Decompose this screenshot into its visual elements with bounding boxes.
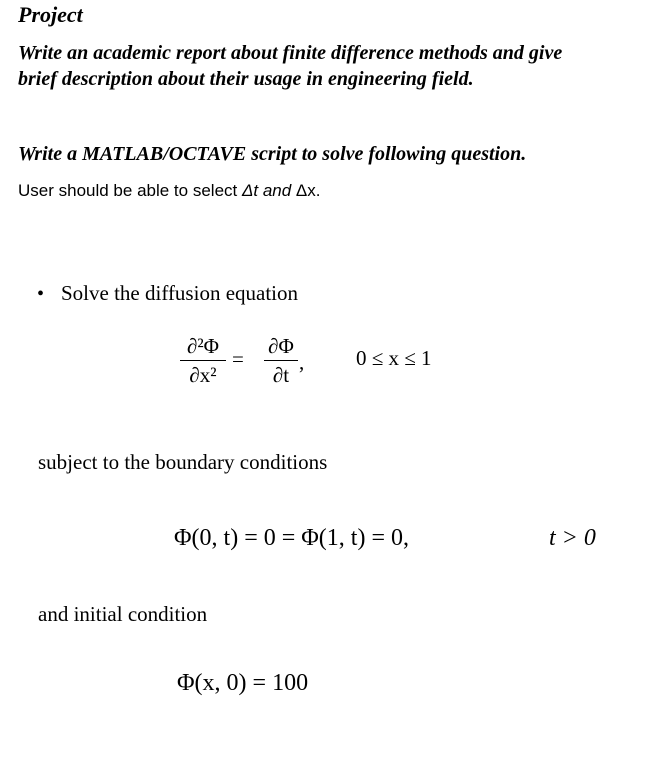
intro-line-1: Write an academic report about finite difference methods and give: [18, 42, 563, 64]
initial-label: and initial condition: [38, 602, 208, 626]
boundary-label: subject to the boundary conditions: [38, 450, 328, 474]
intro-line-2: brief description about their usage in engineering field.: [18, 68, 474, 90]
equation-domain: 0 ≤ x ≤ 1: [356, 346, 432, 370]
rhs-fraction-bar: [264, 360, 298, 361]
rhs-denominator: ∂t: [272, 363, 290, 387]
note-prefix: User should be able to select: [18, 181, 242, 200]
bullet-text: Solve the diffusion equation: [61, 281, 298, 305]
bullet-icon: •: [37, 283, 45, 305]
page-title: Project: [18, 2, 83, 27]
boundary-equation: Φ(0, t) = 0 = Φ(1, t) = 0,: [174, 525, 409, 551]
lhs-fraction: [180, 333, 226, 388]
equation-comma: ,: [299, 350, 305, 374]
lhs-numerator: ∂²Φ: [186, 334, 220, 358]
initial-equation: Φ(x, 0) = 100: [177, 670, 309, 696]
task-heading: Write a MATLAB/OCTAVE script to solve following question.: [18, 143, 527, 165]
rhs-fraction: [264, 333, 298, 388]
lhs-fraction-bar: [180, 360, 226, 361]
note-and: and: [258, 181, 296, 200]
note-line: [18, 181, 321, 201]
rhs-numerator: ∂Φ: [268, 334, 294, 358]
note-dx: Δx.: [295, 181, 321, 200]
note-dt: Δt: [241, 181, 259, 200]
lhs-denominator: ∂x²: [189, 363, 217, 387]
equation-equals: =: [232, 347, 244, 371]
boundary-time-condition: t > 0: [549, 525, 596, 551]
